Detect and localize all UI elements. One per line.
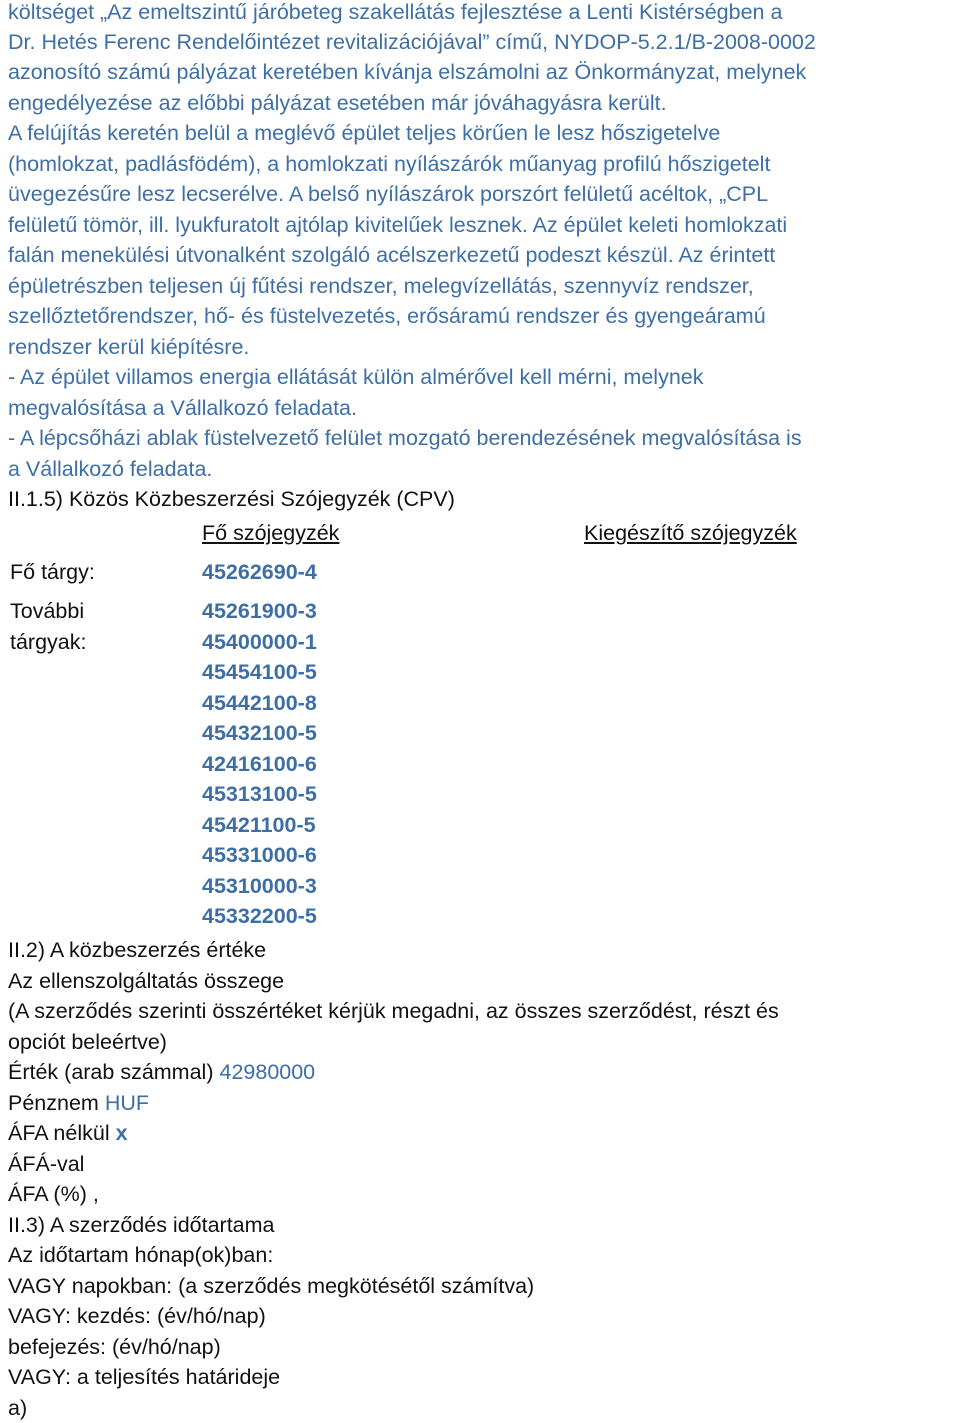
- additional-cpv-code: 45310000-3: [202, 874, 317, 898]
- description-line: rendszer kerül kiépítésre.: [8, 335, 250, 359]
- vat-excluded-row: [8, 1118, 128, 1148]
- vat-rate-label: ÁFA (%) ,: [8, 1182, 99, 1206]
- value-note: (A szerződés szerinti összértéket kérjük megadni, az összes szerződést, részt és: [8, 999, 779, 1023]
- description-line: - A lépcsőházi ablak füstelvezető felület mozgató berendezésének megvalósítása is: [8, 426, 802, 450]
- additional-cpv-code: 45442100-8: [202, 691, 317, 715]
- cpv-heading: II.1.5) Közös Közbeszerzési Szójegyzék (CPV): [8, 487, 455, 511]
- additional-cpv-code: 45261900-3: [202, 599, 317, 623]
- additional-cpv-code: 42416100-6: [202, 752, 317, 776]
- additional-cpv-code: 45400000-1: [202, 630, 317, 654]
- additional-cpv-code: 45313100-5: [202, 782, 317, 806]
- item-a: a): [8, 1396, 28, 1420]
- description-line: üvegezésűre lesz lecserélve. A belső nyílászárok porszórt felületű acéltok, „CPL: [8, 182, 769, 206]
- description-line: falán menekülési útvonalként szolgáló acélszerkezetű podeszt készül. Az érintett: [8, 243, 776, 267]
- value-amount: 42980000: [219, 1060, 316, 1084]
- main-vocabulary-header: Fő szójegyzék: [202, 521, 340, 545]
- description-line: szellőztetőrendszer, hő- és füstelvezetés, erősáramú rendszer és gyengeáramú: [8, 304, 766, 328]
- vat-excluded-mark: x: [115, 1121, 128, 1145]
- value-heading: II.2) A közbeszerzés értéke: [8, 938, 267, 962]
- vat-included-label: ÁFÁ-val: [8, 1152, 85, 1176]
- vat-excluded-label: ÁFA nélkül: [8, 1121, 110, 1145]
- duration-end: befejezés: (év/hó/nap): [8, 1335, 221, 1359]
- description-line: - Az épület villamos energia ellátását külön almérővel kell mérni, melynek: [8, 365, 704, 389]
- additional-subjects-label: tárgyak:: [10, 630, 87, 654]
- additional-cpv-code: 45331000-6: [202, 843, 317, 867]
- main-cpv-code: 45262690-4: [202, 560, 317, 584]
- description-line: felületű tömör, ill. lyukfuratolt ajtólap kivitelűek lesznek. Az épület keleti homlokzati: [8, 213, 788, 237]
- duration-days: VAGY napokban: (a szerződés megkötésétől számítva): [8, 1274, 535, 1298]
- currency-label: Pénznem: [8, 1091, 99, 1115]
- description-line: engedélyezése az előbbi pályázat esetében már jóváhagyásra került.: [8, 91, 667, 115]
- value-row: [8, 1057, 315, 1087]
- currency-row: [8, 1088, 149, 1118]
- description-line: A felújítás keretén belül a meglévő épület teljes körűen le lesz hőszigetelve: [8, 121, 721, 145]
- description-line: megvalósítása a Vállalkozó feladata.: [8, 396, 357, 420]
- value-label: Érték (arab számmal): [8, 1060, 214, 1084]
- additional-subjects-label: További: [10, 599, 85, 623]
- description-line: (homlokzat, padlásfödém), a homlokzati nyílászárók műanyag profilú hőszigetelt: [8, 152, 771, 176]
- supplementary-vocabulary-header: Kiegészítő szójegyzék: [584, 521, 797, 545]
- duration-start: VAGY: kezdés: (év/hó/nap): [8, 1304, 266, 1328]
- description-line: épületrészben teljesen új fűtési rendszer, melegvízellátás, szennyvíz rendszer,: [8, 274, 754, 298]
- main-subject-label: Fő tárgy:: [10, 560, 95, 584]
- additional-cpv-code: 45421100-5: [202, 813, 316, 837]
- duration-deadline: VAGY: a teljesítés határideje: [8, 1365, 281, 1389]
- description-line: költséget „Az emeltszintű járóbeteg szakellátás fejlesztése a Lenti Kistérségben a: [8, 0, 783, 24]
- value-subheading: Az ellenszolgáltatás összege: [8, 969, 285, 993]
- description-line: azonosító számú pályázat keretében kívánja elszámolni az Önkormányzat, melynek: [8, 60, 807, 84]
- additional-cpv-code: 45332200-5: [202, 904, 317, 928]
- value-note: opciót beleértve): [8, 1030, 167, 1054]
- description-line: Dr. Hetés Ferenc Rendelőintézet revitalizációjával” című, NYDOP-5.2.1/B-2008-0002: [8, 30, 816, 54]
- additional-cpv-code: 45432100-5: [202, 721, 317, 745]
- additional-cpv-code: 45454100-5: [202, 660, 317, 684]
- duration-months: Az időtartam hónap(ok)ban:: [8, 1243, 274, 1267]
- description-line: a Vállalkozó feladata.: [8, 457, 213, 481]
- currency-value: HUF: [104, 1091, 150, 1115]
- duration-heading: II.3) A szerződés időtartama: [8, 1213, 275, 1237]
